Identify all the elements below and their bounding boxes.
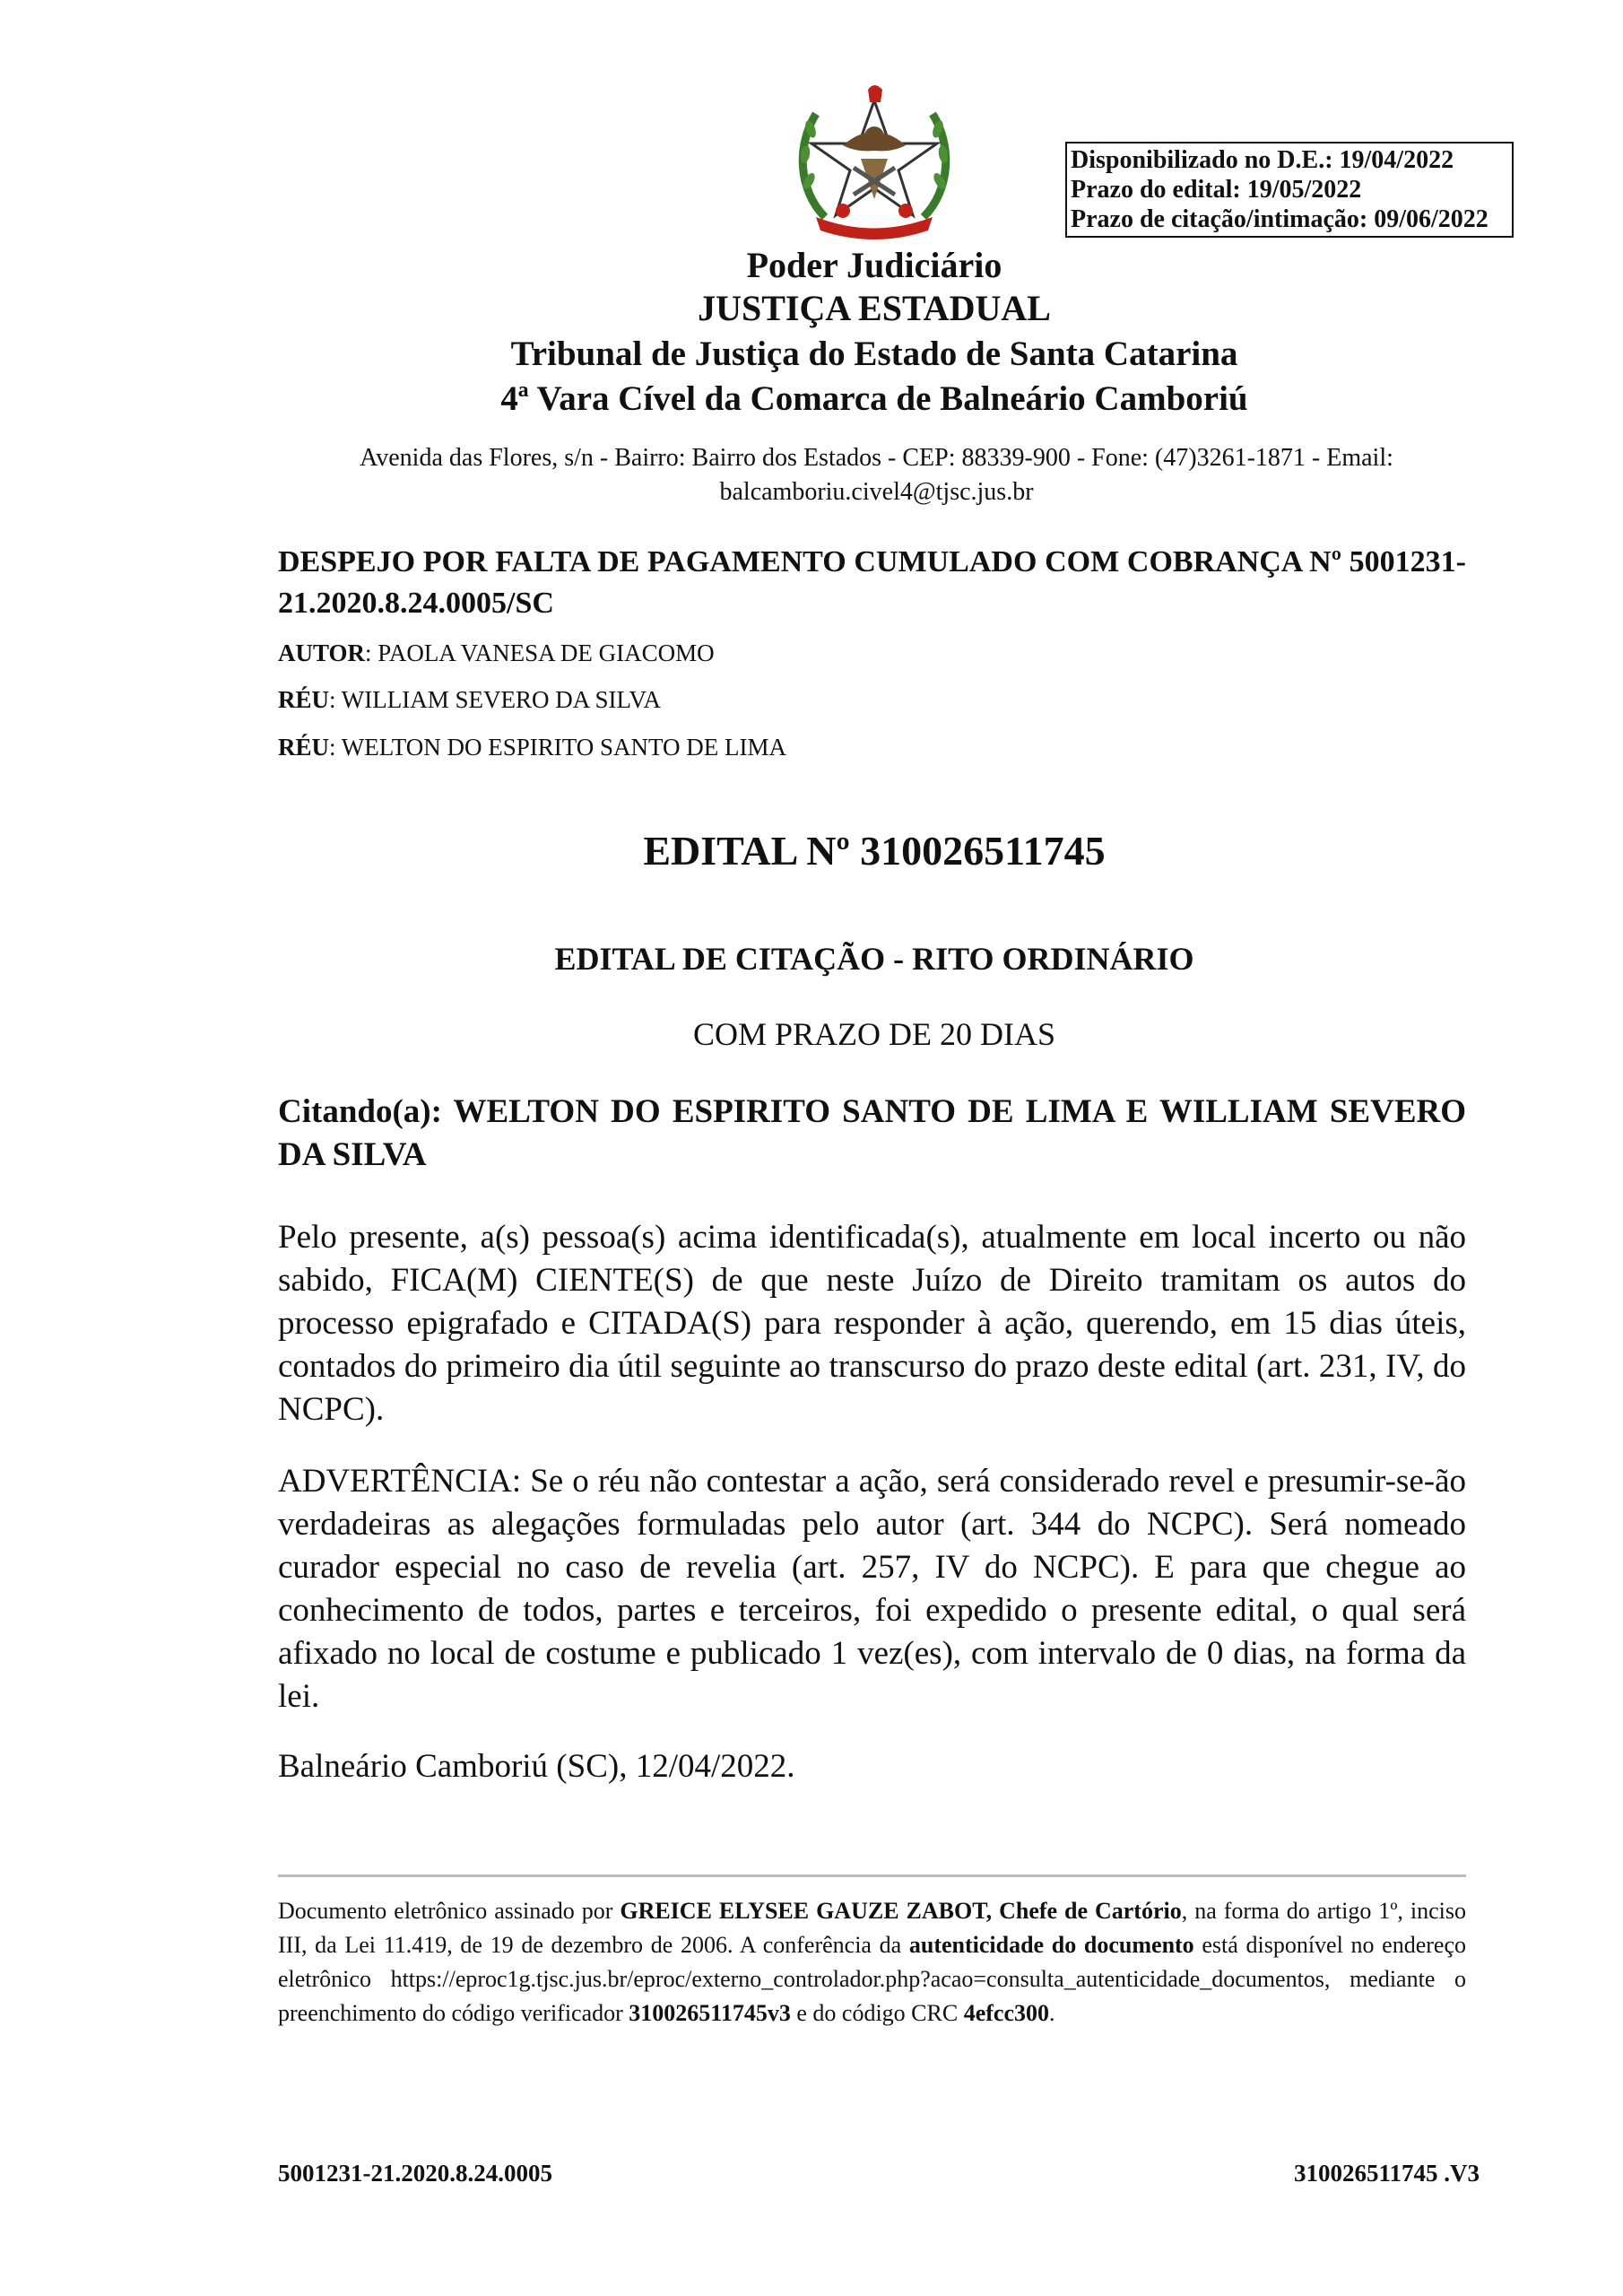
paragraph-advertencia: ADVERTÊNCIA: Se o réu não contestar a ação, será considerado revel e presumir-se-ão verdadeiras as alegações formuladas pelo autor (art. 344 do NCPC). Será nomeado curador especial no caso de revelia (art. 257, IV do NCPC). E para que chegue ao conhecimento de todos, partes e terceiros, foi expedido o presente edital, o qual será afixado no local de costume e publicado 1 vez(es), com intervalo de 0 dias, na forma da lei. [278, 1463, 1466, 1715]
note-text: . [1049, 2000, 1055, 2026]
date-line: Balneário Camboriú (SC), 12/04/2022. [278, 1748, 795, 1785]
citando: Citando(a): WELTON DO ESPIRITO SANTO DE LIMA E WILLIAM SEVERO DA SILVA [278, 1093, 1466, 1173]
coat-of-arms-icon [789, 83, 959, 242]
signer-name: GREICE ELYSEE GAUZE ZABOT, Chefe de Cartório [620, 1898, 1182, 1924]
verifier-code: 310026511745v3 [629, 2000, 791, 2026]
header-tribunal: Tribunal de Justiça do Estado de Santa Catarina [510, 335, 1238, 373]
party-role: RÉU [278, 734, 330, 761]
note-text: Documento eletrônico assinado por [278, 1898, 621, 1924]
header-justica-estadual: JUSTIÇA ESTADUAL [698, 288, 1051, 328]
party-name: : PAOLA VANESA DE GIACOMO [365, 639, 715, 666]
party-autor [278, 639, 715, 667]
paragraph-citacao: Pelo presente, a(s) pessoa(s) acima identificada(s), atualmente em local incerto ou não sabido, FICA(M) CIENTE(S) de que neste Juízo de Direito tramitam os autos do processo epigrafado e CITADA(S) para responder à ação, querendo, em 15 dias úteis, contados do primeiro dia útil seguinte ao transcurso do prazo deste edital (art. 231, IV, do NCPC). [278, 1219, 1466, 1428]
court-address [305, 441, 1448, 509]
header-poder-judiciario: Poder Judiciário [746, 245, 1002, 285]
edital-prazo: COM PRAZO DE 20 DIAS [692, 1016, 1056, 1052]
address-line: Avenida das Flores, s/n - Bairro: Bairro dos Estados - CEP: 88339-900 - Fone: (47)3261-1871 - Email: [360, 444, 1393, 472]
stamp-prazo-citacao: Prazo de citação/intimação: 09/06/2022 [1071, 205, 1488, 233]
party-reu-2 [278, 734, 786, 761]
stamp-disponibilizado: Disponibilizado no D.E.: 19/04/2022 [1071, 146, 1454, 174]
crc-code: 4efcc300 [963, 2000, 1049, 2026]
footer-divider [278, 1874, 1466, 1877]
note-text: , na forma do artigo 1º, inciso III, da Lei 11.419, de 19 de dezembro de 2006. A conferência da [278, 1898, 1466, 1958]
party-name: : WELTON DO ESPIRITO SANTO DE LIMA [329, 734, 787, 761]
note-bold: autenticidade do documento [908, 1932, 1194, 1958]
note-text: e do código CRC [790, 2000, 964, 2026]
signature-note [278, 1894, 1466, 2031]
stamp-prazo-edital: Prazo do edital: 19/05/2022 [1071, 176, 1362, 204]
publication-stamp [1065, 142, 1514, 238]
header-vara: 4ª Vara Cível da Comarca de Balneário Camboriú [500, 379, 1248, 418]
footer-process-number: 5001231-21.2020.8.24.0005 [278, 2160, 552, 2187]
footer-document-code: 310026511745 .V3 [1293, 2160, 1480, 2187]
process-title: DESPEJO POR FALTA DE PAGAMENTO CUMULADO COM COBRANÇA Nº 5001231-21.2020.8.24.0005/SC [278, 545, 1466, 620]
note-text: está disponível no endereço eletrônico https://eproc1g.tjsc.jus.br/eproc/externo_controlador.php?acao=consulta_autenticidade_documentos, mediante o preenchimento do código verificador [278, 1932, 1466, 2026]
address-email: balcamboriu.civel4@tjsc.jus.br [719, 478, 1034, 506]
party-role: AUTOR [278, 639, 366, 666]
edital-type: EDITAL DE CITAÇÃO - RITO ORDINÁRIO [554, 941, 1194, 977]
party-name: : WILLIAM SEVERO DA SILVA [329, 686, 662, 713]
edital-number: EDITAL Nº 310026511745 [643, 828, 1106, 874]
party-role: RÉU [278, 686, 330, 713]
party-reu-1 [278, 686, 661, 714]
